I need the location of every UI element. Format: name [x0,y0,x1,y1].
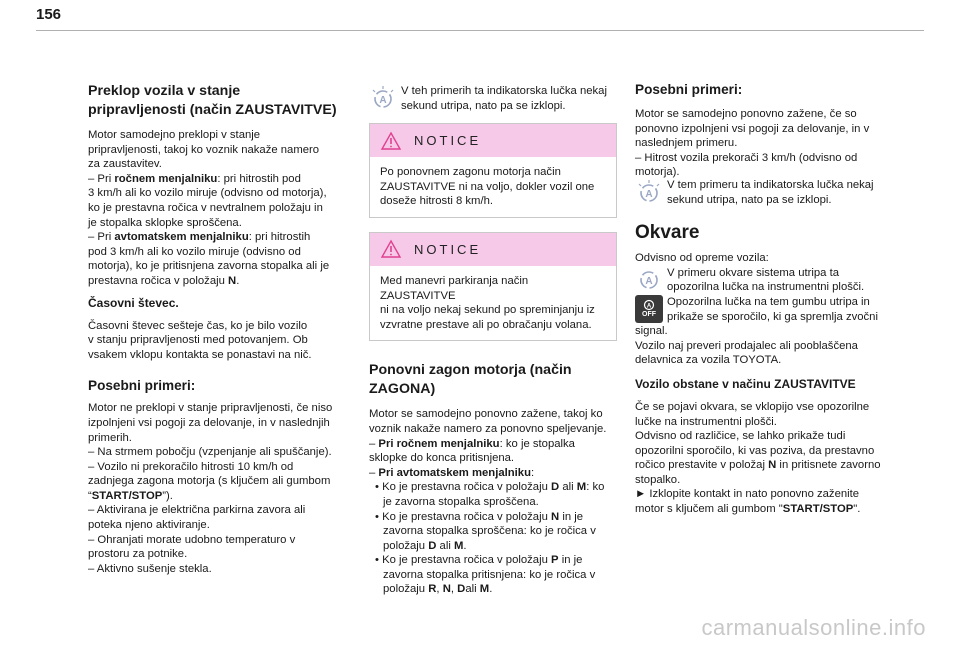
indicator-note-2: A V tem primeru ta indikatorska lučka nekaj sekund utripa, nato pa se izklopi. [635,178,889,207]
action-step: ► Izklopite kontakt in nato ponovno zaženite [635,488,860,501]
notice-box-2: NOTICE Med manevri parkiranja način ZAUSTAVITVE ni na voljo nekaj sekund po spreminjanju iz vzvratne prestave ali po obračanju volana. [369,232,617,341]
stop-start-indicator-icon [369,84,397,112]
stuck-stop-heading: Vozilo obstane v načinu ZAUSTAVITVE [635,376,856,391]
svg-text:A: A [645,188,653,200]
column-right [635,80,889,517]
bullet-item: • Ko je prestavna ročica v položaju N in je [375,510,584,523]
timer-text: Časovni števec sešteje čas, ko je bilo vozilo v stanju pripravljenosti med potovanjem. Ob vsakem vklopu kontakta se ponastavi na nič. [88,319,312,361]
warning-triangle-icon [380,239,402,259]
manual-gearbox-item: – Pri ročnem menjalniku: pri hitrostih pod [88,172,301,185]
section-heading-standby: Preklop vozila v stanje pripravljenosti (način ZAUSTAVITVE) [88,83,337,118]
bullet-item: • Ko je prestavna ročica v položaju P in je [375,554,583,567]
restart-text: Motor se samodejno ponovno zažene, takoj ko voznik nakaže namero za ponovno speljevanje. – Pri ročnem menjalniku: ko je stopalka sklopke do konca pritisnjena. – Pri avtomatskem menjalniku: • Ko je prestavna ročica v položaju D ali M: ko je zavorna stopalka sproščena. • Ko je prestavna ročica v položaju N in je zavorna stopalka sproščena: ko je ročica v položaju D ali M. • Ko je prestavna ročica v položaju P in je zavorna stopalka pritisnjena: ko je ročica v položaju R, N, Dali M. [369,407,617,597]
page-number: 156 [36,6,62,23]
special-cases-text: Motor ne preklopi v stanje pripravljenosti, če niso izpolnjeni vsi pogoji za delovanje, in v naslednjih primerih. – Na strmem pobočju (vzpenjanje ali spuščanje). – Vozilo ni prekoračilo hitrosti 10 km/h od zadnjega zagona motorja (s ključem ali gumbom “START/STOP”). – Aktivirana je električna parkirna zavora ali poteka njeno aktiviranje. – Ohranjati morate udobno temperaturo v prostoru za potnike. – Aktivno sušenje stekla. [88,402,333,575]
stuck-stop-text: Če se pojavi okvara, se vklopijo vse opozorilne lučke na instrumentni plošči. Odvisno od različice, se lahko prikaže tudi opozorilni sporočilo, ki vas poziva, da prestavno ročico prestavite v položaj N in pritisnete zavorno stopalko. ► Izklopite kontakt in nato ponovno zaženite motor s ključem ali gumbom "START/STOP". [635,400,889,517]
stop-start-off-button-icon: A OFF [635,295,663,323]
restart-heading: Ponovni zagon motorja (način ZAGONA) [369,362,572,398]
notice-box-1: NOTICE Po ponovnem zagonu motorja način ZAUSTAVITVE ni na voljo, dokler vozil one doseže hitrosti 8 km/h. [369,123,617,218]
auto-stop-icon [642,299,656,311]
special-cases-heading: Posebni primeri: [88,378,196,394]
indicator-note: A V teh primerih ta indikatorska lučka nekaj sekund utripa, nato pa se izklopi. [369,84,617,113]
notice-title: NOTICE [414,133,482,149]
bullet-item: • Ko je prestavna ročica v položaju D ali M: ko [375,481,605,494]
column-left [88,82,340,582]
fault-button-note: A OFF Opozorilna lučka na tem gumbu utripa in prikaže se sporočilo, ki ga spremlja zvočni [635,295,889,324]
svg-text:A: A [379,95,387,106]
header-divider [36,30,924,31]
svg-text:A: A [645,275,653,287]
faults-heading: Okvare [635,222,700,244]
timer-heading: Časovni števec. [88,295,179,310]
restart-special-text: Motor se samodejno ponovno zažene, če so ponovno izpolnjeni vsi pogoji za delovanje, in v naslednjem primeru. – Hitrost vozila prekorači 3 km/h (odvisno od motorja). [635,108,870,179]
warning-triangle-icon [380,131,402,151]
watermark: carmanualsonline.info [701,615,926,640]
automatic-gearbox-item: – Pri avtomatskem menjalniku: pri hitrostih [88,231,311,244]
faults-intro: Odvisno od opreme vozila: [635,252,769,265]
svg-text:A: A [646,303,652,310]
stop-start-fault-icon [635,266,663,294]
stop-start-indicator-icon [635,178,663,206]
standby-intro: Motor samodejno preklopi v stanje pripravljenosti, takoj ko voznik nakaže namero za zaustavitev. – Pri ročnem menjalniku: pri hitrostih pod 3 km/h ali ko vozilo miruje (odvisno od motorja), ko je prestavna ročica v nevtralnem položaju in je stopalka sklopke sproščena. – Pri avtomatskem menjalniku: pri hitrostih pod 3 km/h ali ko vozilo miruje (odvisno od motorja), ko je pritisnjena zavorna stopalka ali je prestavna ročica v položaju N. [88,128,340,289]
fault-lamp-note: A V primeru okvare sistema utripa ta opozorilna lučka na instrumentni plošči. [635,266,889,295]
column-middle [369,84,617,603]
special-cases-heading-2: Posebni primeri: [635,82,743,97]
notice-title: NOTICE [414,241,482,257]
faults-tail: signal. Vozilo naj preveri prodajalec ali pooblaščena delavnica za vozila TOYOTA. [635,325,858,367]
